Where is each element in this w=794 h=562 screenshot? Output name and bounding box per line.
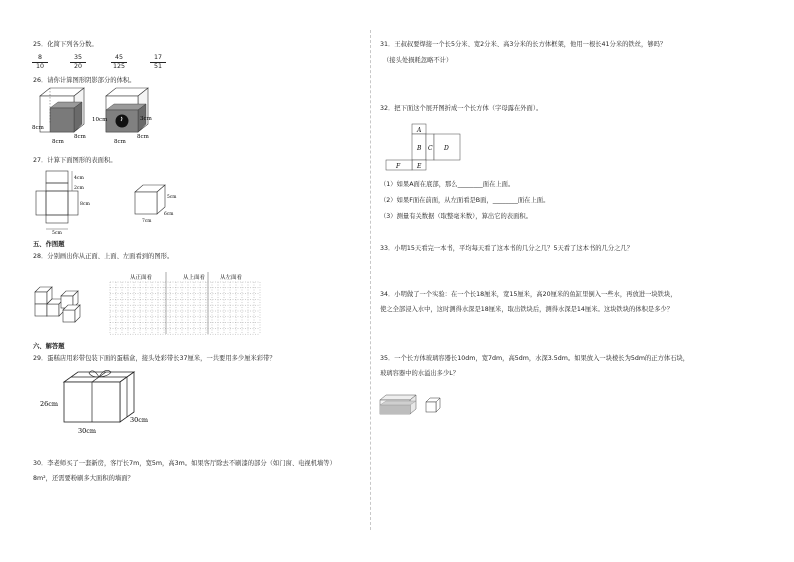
- net-h3-label: 8cm: [80, 202, 90, 207]
- fig2-right-label: 8cm: [137, 134, 149, 140]
- q34-line2: 使之全部浸入水中，这时测得水深是18厘米，取出铁块后，测得水深是14厘米。这块铁块的体积是多少？: [380, 306, 674, 313]
- q26-cube-figure-2: [92, 86, 158, 144]
- q28-dot-grid: [108, 272, 366, 342]
- section-5-heading: 五、作图题: [33, 241, 65, 248]
- fraction-2-denominator: 20: [73, 63, 82, 70]
- q29-depth-label: 30cm: [130, 416, 149, 424]
- q35-line2: 玻璃容器中的水溢出多少L？: [380, 370, 460, 377]
- fraction-2: [70, 54, 86, 71]
- q26-cube-figure-1: [32, 86, 94, 144]
- fraction-1: [32, 54, 48, 71]
- q34-line1: 34．小明做了一个实验：在一个长18厘米，宽15厘米，高20厘米的鱼缸里倒入一些水，再放进一块铁块，: [380, 291, 677, 298]
- net-h1-label: 4cm: [74, 176, 84, 181]
- q27-net-figure: [32, 166, 94, 236]
- fig1-bottom-label: 8cm: [52, 139, 64, 144]
- q33-text: 33．小明15天看完一本书，平均每天看了这本书的几分之几？5天看了这本书的几分之几？: [380, 245, 634, 252]
- net-bottom-label: 5cm: [52, 231, 62, 236]
- net-h2-label: 2cm: [74, 186, 84, 191]
- q30-line2: 8m²，还需要粉刷多大面积的墙面？: [33, 475, 134, 482]
- grid-header-front: 从正面看: [130, 275, 153, 281]
- box-d-label: 6cm: [164, 212, 174, 217]
- box-w-label: 7cm: [142, 219, 152, 224]
- fraction-4-numerator: 17: [150, 54, 166, 63]
- column-divider: [370, 30, 371, 530]
- grid-header-top: 从上面看: [183, 275, 206, 281]
- fraction-4-denominator: 51: [153, 63, 162, 70]
- fraction-3-numerator: 45: [111, 54, 127, 63]
- q29-cake-box: [36, 364, 166, 436]
- q32-net-figure: [384, 120, 468, 174]
- q32-sub3: （3）测量有关数据（取整毫米数），算出它的表面积。: [380, 213, 532, 220]
- face-b: B: [417, 145, 422, 152]
- q32-sub1: （1）如果A面在底部，那么________面在上面。: [380, 181, 515, 188]
- q35-line1: 35．一个长方体玻璃容器长10dm，宽7dm，高5dm，水深3.5dm。如果放入一块棱长为5dm的正方体石块，: [380, 355, 690, 362]
- q32-sub2: （2）如果F面在前面，从左面看是B面，________面在上面。: [380, 197, 550, 204]
- q29-text: 29．蛋糕店用彩带包装下面的蛋糕盒，接头处彩带长37厘米，一共要用多少厘米彩带？: [33, 355, 276, 362]
- q28-text: 28．分别画出你从正面、上面、左面看到的图形。: [33, 253, 174, 260]
- q31-line2: （接头处损耗忽略不计）: [383, 57, 453, 64]
- fig2-bottom-label: 8cm: [114, 139, 126, 144]
- fraction-1-denominator: 10: [35, 63, 44, 70]
- fraction-3-denominator: 125: [112, 63, 126, 70]
- face-f: F: [396, 163, 401, 170]
- q27-box-figure: [130, 180, 180, 224]
- grid-header-left: 从左面看: [220, 275, 243, 281]
- fraction-4: [150, 54, 166, 71]
- q26-text: 26．请你计算图形阴影部分的体积。: [33, 77, 136, 84]
- q32-text: 32．把下面这个展开图折成一个长方体（字母露在外面）。: [380, 105, 543, 112]
- fig1-side-label: 8cm: [32, 125, 44, 131]
- face-e: E: [417, 163, 422, 170]
- q31-line1: 31．王叔叔要焊接一个长5分米、宽2分米、高3分米的长方体框架，他用一根长41分米的铁丝，够吗？: [380, 41, 667, 48]
- q27-text: 27．计算下面图形的表面积。: [33, 157, 117, 164]
- fig2-depth-label: 3cm: [140, 116, 152, 122]
- box-h-label: 5cm: [167, 195, 177, 200]
- section-6-heading: 六、解答题: [33, 343, 65, 350]
- fraction-1-numerator: 8: [32, 54, 48, 63]
- face-a: A: [417, 127, 422, 134]
- fig2-side-label: 10cm: [92, 117, 108, 123]
- fig1-depth-label: 8cm: [74, 134, 86, 140]
- face-d: D: [444, 145, 449, 152]
- fraction-2-numerator: 35: [70, 54, 86, 63]
- face-c: C: [428, 145, 433, 152]
- fraction-3: [111, 54, 127, 71]
- q29-height-label: 26cm: [40, 400, 59, 408]
- q29-width-label: 30cm: [78, 427, 97, 435]
- q35-container-figure: [378, 392, 448, 418]
- q25-text: 25．化简下列各分数。: [33, 41, 98, 48]
- q28-cube-stack: [33, 278, 89, 328]
- q30-line1: 30．李老师买了一套新房，客厅长7m，宽5m，高3m。如果客厅除去不刷漆的部分（如门窗、电视机墙等）: [33, 460, 336, 467]
